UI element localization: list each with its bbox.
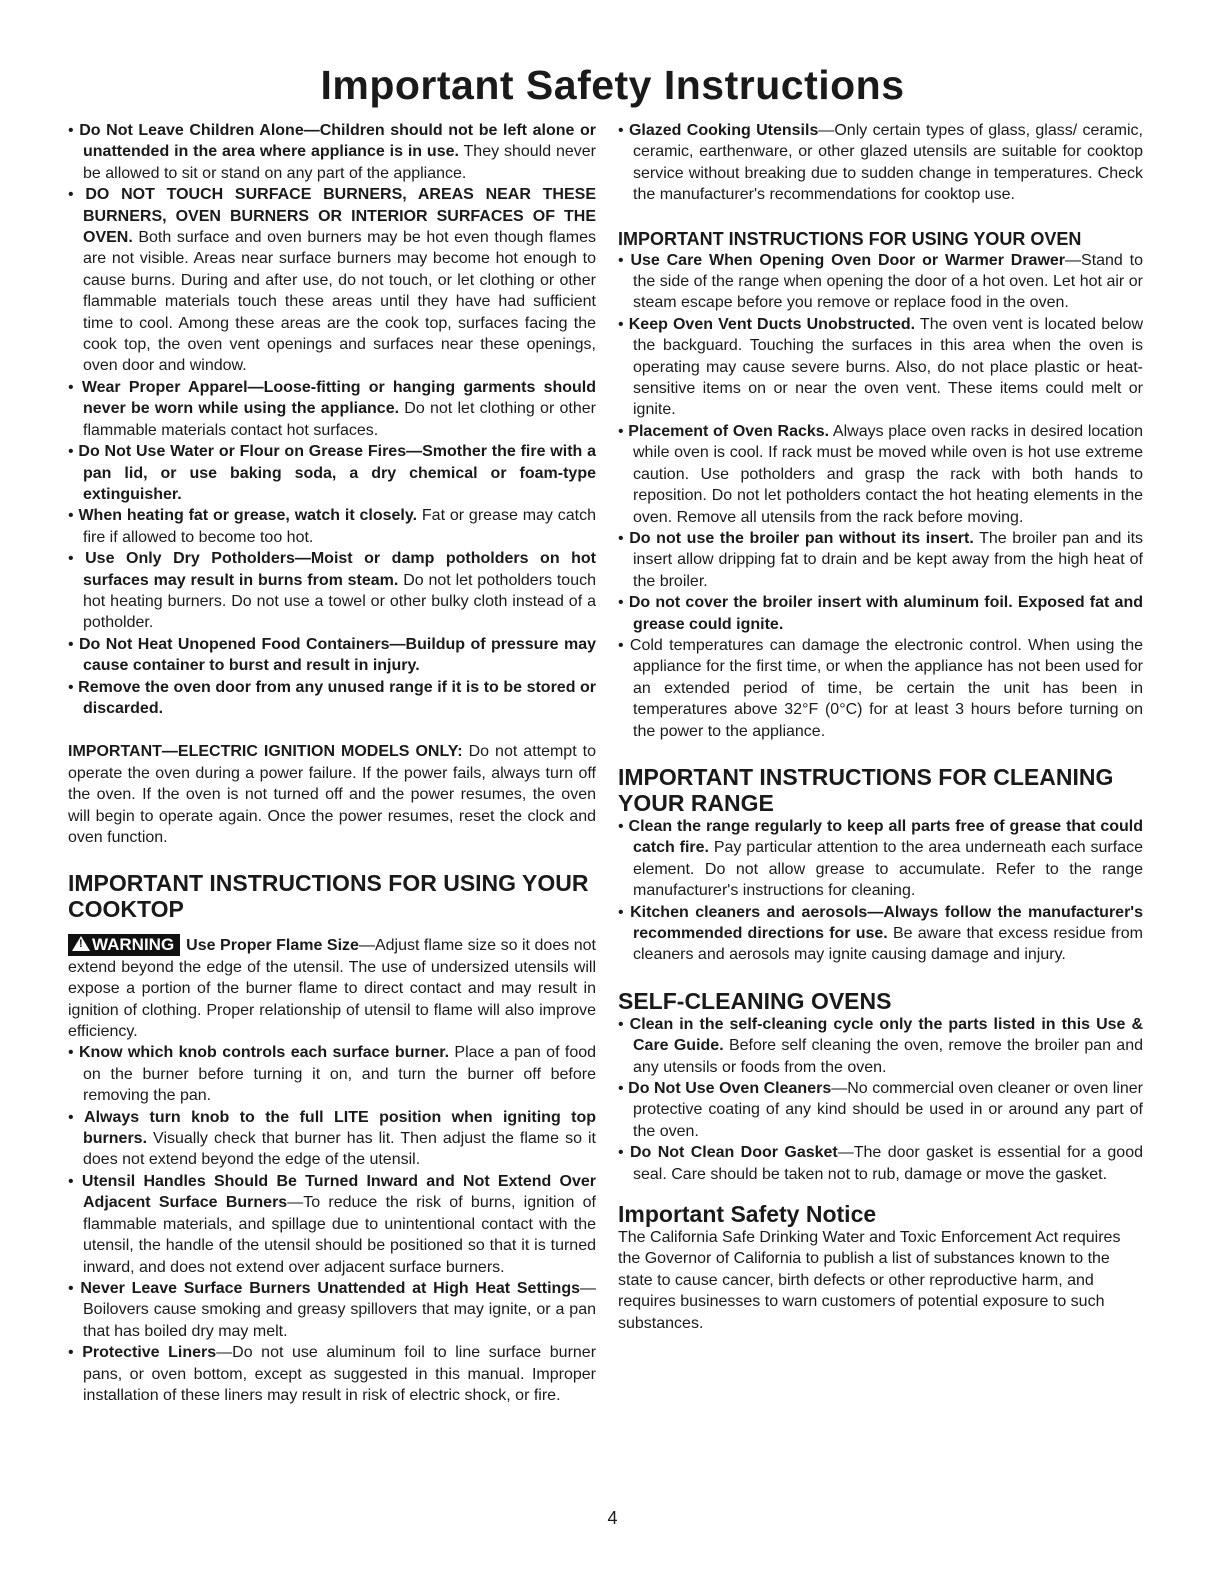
list-item: • Do Not Clean Door Gasket—The door gasket is essential for a good seal. Care should be taken not to rub, damage or move the gasket. [618,1142,1143,1185]
page-title: Important Safety Instructions [320,62,905,108]
list-item: • Do Not Use Water or Flour on Grease Fires—Smother the fire with a pan lid, or use baking soda, a dry chemical or foam-type extinguisher. [68,441,596,505]
list-item: • Glazed Cooking Utensils—Only certain types of glass, glass/ ceramic, ceramic, earthenware, or other glazed utensils are suitable for cooktop service without breaking due to sudden change in temperatures. Check the manufacturer's recommendations for cooktop use. [618,120,1143,206]
list-item: • Protective Liners—Do not use aluminum foil to line surface burner pans, or oven bottom, except as suggested in this manual. Improper installation of these liners may result in risk of electric shock, or fire. [68,1342,596,1406]
list-item: • Keep Oven Vent Ducts Unobstructed. The oven vent is located below the backguard. Touching the surfaces in this area when the oven is operating may cause severe burns. Also, do not place plastic or heat-sensitive items on or near the oven vent. These items could melt or ignite. [618,314,1143,421]
list-item: • Use Care When Opening Oven Door or Warmer Drawer—Stand to the side of the range when opening the door of a hot oven. Let hot air or steam escape before you remove or replace food in the oven. [618,250,1143,314]
list-item: • When heating fat or grease, watch it closely. Fat or grease may catch fire if allowed to become too hot. [68,505,596,548]
notice-text: The California Safe Drinking Water and Toxic Enforcement Act requires the Governor of California to publish a list of substances known to the state to cause cancer, birth defects or other reproductive harm, and requires businesses to warn customers of potential exposure to such substances. [618,1229,1121,1332]
left-column [68,120,596,1406]
warning-paragraph: ! WARNING Use Proper Flame Size—Adjust flame size so it does not extend beyond the edge of the utensil. The use of undersized utensils will expose a portion of the burner flame to direct contact and may result in ignition of clothing. Proper relationship of utensil to flame will also improve efficiency. [68,935,596,1041]
page-number: 4 [607,1508,618,1528]
list-item: • Know which knob controls each surface burner. Place a pan of food on the burner before turning it on, and turn the burner off before removing the pan. [68,1042,596,1106]
list-item: • Do not use the broiler pan without its insert. The broiler pan and its insert allow dripping fat to drain and be kept away from the high heat of the broiler. [618,528,1143,592]
notice-heading: Important Safety Notice [618,1201,877,1228]
list-item: • Do Not Leave Children Alone—Children should not be left alone or unattended in the area where appliance is in use. They should never be allowed to sit or stand on any part of the appliance. [68,120,596,184]
list-item: • Do not cover the broiler insert with aluminum foil. Exposed fat and grease could ignite. [618,592,1143,635]
list-item: • Placement of Oven Racks. Always place oven racks in desired location while oven is cool. If rack must be moved while oven is hot use extreme caution. Use potholders and grasp the rack with both hands to reposition. Do not let potholders contact the hot heating elements in the oven. Remove all utensils from the rack before moving. [618,421,1143,528]
warning-badge: ! WARNING [68,934,180,956]
list-item: • Cold temperatures can damage the electronic control. When using the appliance for the first time, or when the appliance has not been used for an extended period of time, be certain the unit has been in temperatures above 32°F (0°C) for at least 3 hours before turning on the power to the appliance. [618,635,1143,742]
list-item: • Always turn knob to the full LITE position when igniting top burners. Visually check that burner has lit. Then adjust the flame so it does not extend beyond the edge of the utensil. [68,1107,596,1171]
list-item: • Utensil Handles Should Be Turned Inward and Not Extend Over Adjacent Surface Burners—To reduce the risk of burns, ignition of flammable materials, and spillage due to unintentional contact with the utensil, the handle of the utensil should be positioned so that it is turned inward, and does not extend over adjacent surface burners. [68,1171,596,1278]
electric-ignition-note: IMPORTANT—ELECTRIC IGNITION MODELS ONLY: Do not attempt to operate the oven during a power failure. If the power fails, always turn off the oven. If the oven is not turned off and the power resumes, the oven will begin to operate again. Once the power resumes, reset the clock and oven function. [68,743,596,846]
list-item: • Clean the range regularly to keep all parts free of grease that could catch fire. Pay particular attention to the area underneath each surface element. Do not allow grease to accumulate. Refer to the range manufacturer's instructions for cleaning. [618,816,1143,902]
list-item: • Remove the oven door from any unused range if it is to be stored or discarded. [68,677,596,720]
list-item: • Do Not Use Oven Cleaners—No commercial oven cleaner or oven liner protective coating of any kind should be used in or around any part of the oven. [618,1078,1143,1142]
cleaning-heading: IMPORTANT INSTRUCTIONS FOR CLEANING YOUR RANGE [618,763,1114,816]
list-item: • Kitchen cleaners and aerosols—Always follow the manufacturer's recommended directions for use. Be aware that excess residue from cleaners and aerosols may ignite causing damage and injury. [618,902,1143,966]
list-item: • Clean in the self-cleaning cycle only the parts listed in this Use & Care Guide. Before self cleaning the oven, remove the broiler pan and any utensils or foods from the oven. [618,1014,1143,1078]
list-item: • Use Only Dry Potholders—Moist or damp potholders on hot surfaces may result in burns from steam. Do not let potholders touch hot heating burners. Do not use a towel or other bulky cloth instead of a potholder. [68,548,596,634]
cooktop-heading: IMPORTANT INSTRUCTIONS FOR USING YOUR COOKTOP [68,870,589,923]
list-item: • Do Not Heat Unopened Food Containers—Buildup of pressure may cause container to burst and result in injury. [68,634,596,677]
warning-triangle-icon: ! [72,936,90,951]
list-item: • Never Leave Surface Burners Unattended at High Heat Settings—Boilovers cause smoking and greasy spillovers that may ignite, or a pan that has boiled dry may melt. [68,1278,596,1342]
self-cleaning-heading: SELF-CLEANING OVENS [618,987,892,1014]
list-item: • Wear Proper Apparel—Loose-fitting or hanging garments should never be worn while using the appliance. Do not let clothing or other flammable materials contact hot surfaces. [68,377,596,441]
oven-heading: IMPORTANT INSTRUCTIONS FOR USING YOUR OVEN [618,228,1082,249]
right-column [618,120,1143,1334]
list-item: • DO NOT TOUCH SURFACE BURNERS, AREAS NEAR THESE BURNERS, OVEN BURNERS OR INTERIOR SURFACES OF THE OVEN. Both surface and oven burners may be hot even though flames are not visible. Areas near surface burners may become hot enough to cause burns. During and after use, do not touch, or let clothing or other flammable materials touch these areas until they have had sufficient time to cool. Among these areas are the cook top, surfaces facing the cook top, the oven vent openings and surfaces near these openings, oven door and window. [68,184,596,377]
